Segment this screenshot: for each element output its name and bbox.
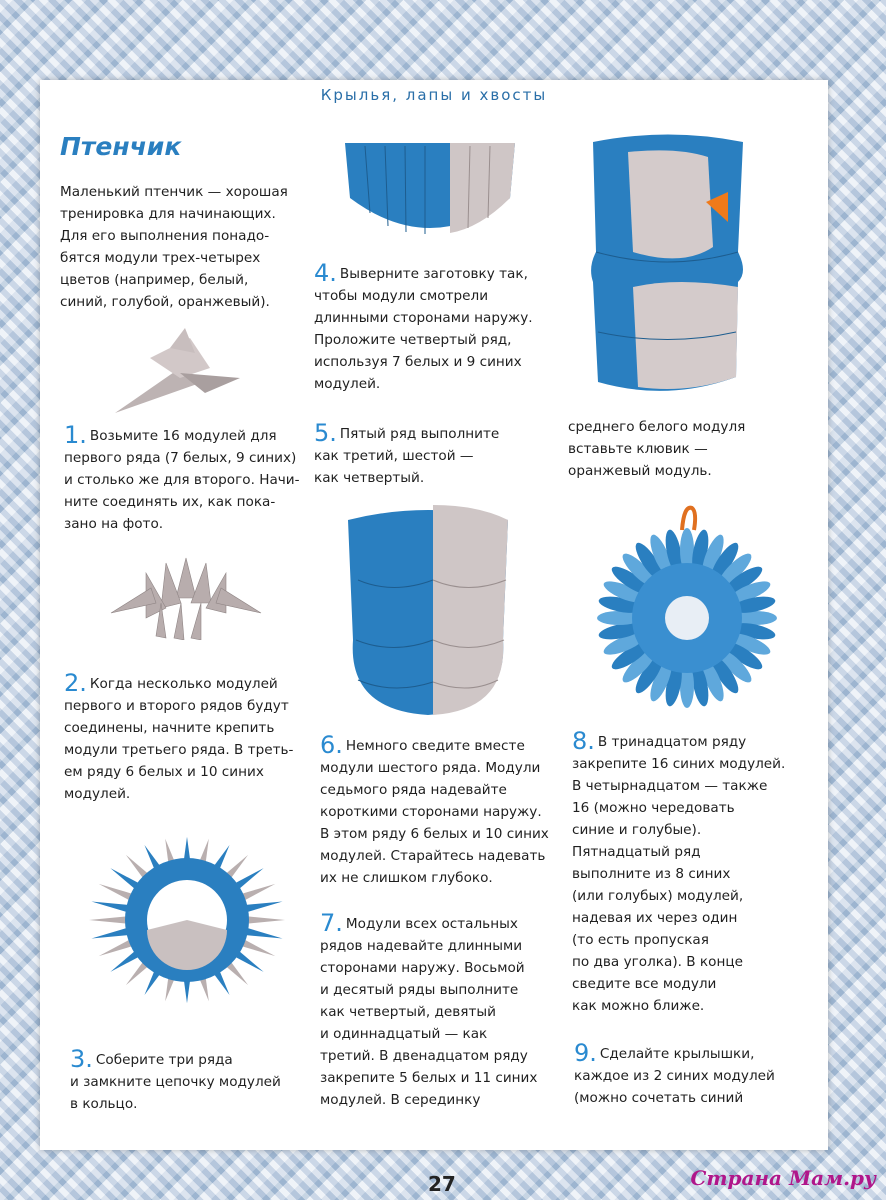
photo-step-6 bbox=[338, 500, 518, 720]
step-5-text: 5. Пятый ряд выполните как третий, шестой — как четвертый. bbox=[314, 419, 500, 486]
step-2-text: 2. Когда несколько модулей первого и второго рядов будут соединены, начните крепить модули третьего ряда. В треть- ем ряду 6 белых и 10 синих модулей. bbox=[64, 669, 294, 802]
photo-step-2 bbox=[106, 548, 266, 640]
photo-step-4 bbox=[340, 138, 520, 248]
chapter-header: Крылья, лапы и хвосты bbox=[320, 86, 548, 104]
step-6-text: 6. Немного сведите вместе модули шестого ряда. Модули седьмого ряда надевайте короткими сторонами наружу. В этом ряду 6 белых и 10 синих модулей. Старайтесь надевать их не слишком глубоко. bbox=[320, 731, 549, 886]
page-title: Птенчик bbox=[60, 132, 182, 161]
photo-step-3 bbox=[70, 820, 305, 1020]
step-3-text: 3. Соберите три ряда и замкните цепочку модулей в кольцо. bbox=[70, 1045, 281, 1112]
photo-step-1 bbox=[110, 328, 250, 418]
photo-step-7 bbox=[588, 132, 748, 400]
page-number: 27 bbox=[428, 1172, 456, 1196]
photo-step-8 bbox=[592, 500, 782, 710]
step-8-text: 8. В тринадцатом ряду закрепите 16 синих модулей. В четырнадцатом — также 16 (можно чередовать синие и голубые). Пятнадцатый ряд выполните из 8 синих (или голубых) модулей, надевая их через один (то есть пропуская по два уголка). В конце сведите все модули как можно ближе. bbox=[572, 727, 786, 1014]
step-7-continued-text: среднего белого модуля вставьте клювик — оранжевый модуль. bbox=[568, 419, 746, 479]
step-4-text: 4. Выверните заготовку так, чтобы модули смотрели длинными сторонами наружу. Проложите четвертый ряд, используя 7 белых и 9 синих модулей. bbox=[314, 259, 533, 392]
watermark-logo: Страна Мам.ру bbox=[690, 1166, 876, 1190]
step-1-text: 1. Возьмите 16 модулей для первого ряда (7 белых, 9 синих) и столько же для второго. Начи- ните соединять их, как пока- зано на фото. bbox=[64, 421, 300, 532]
book-page bbox=[40, 80, 828, 1150]
step-9-text: 9. Сделайте крылышки, каждое из 2 синих модулей (можно сочетать синий bbox=[574, 1039, 775, 1106]
step-7-text: 7. Модули всех остальных рядов надевайте длинными сторонами наружу. Восьмой и десятый ряды выполните как четвертый, девятый и одиннадцатый — как третий. В двенадцатом ряду закрепите 5 белых и 11 синих модулей. В серединку bbox=[320, 909, 538, 1108]
intro-text: Маленький птенчик — хорошая тренировка для начинающих. Для его выполнения понадо- бятся модули трех-четырех цветов (например, белый, синий, голубой, оранжевый). bbox=[60, 184, 288, 310]
